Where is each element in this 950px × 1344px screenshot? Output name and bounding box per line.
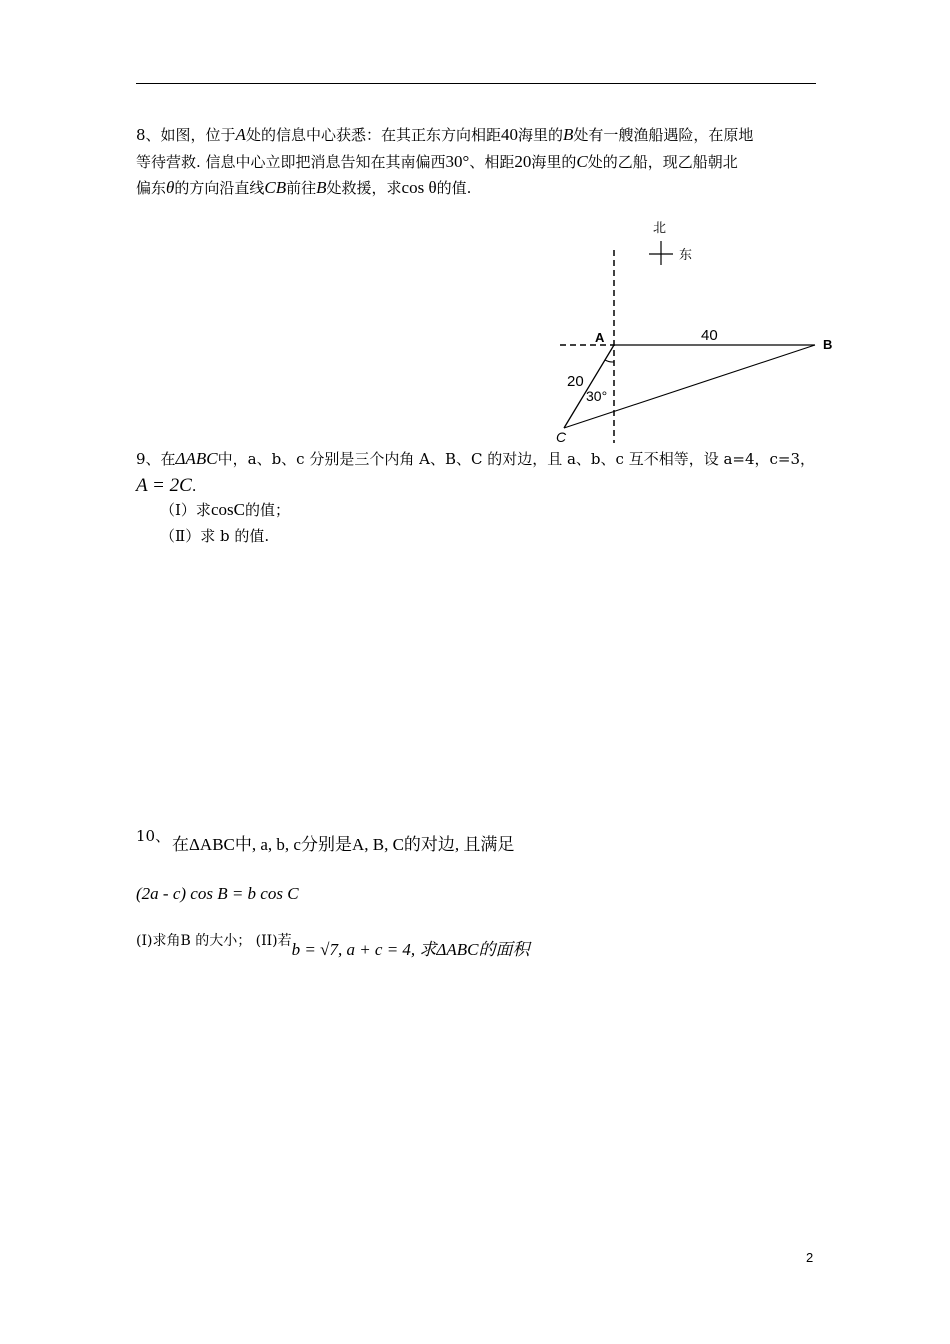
- label-b: B: [823, 337, 833, 352]
- q10-number: 10、: [136, 827, 171, 845]
- east-label: 东: [679, 247, 693, 262]
- label-20: 20: [567, 373, 584, 390]
- q9-line-1: 9、在ΔABC中，a、b、c 分别是三个内角 A、B、C 的对边，且 a、b、c 互不相等，设 a=4，c=3，: [136, 449, 816, 468]
- point-a: A: [235, 125, 246, 144]
- label-40: 40: [701, 327, 718, 344]
- label-c: C: [556, 429, 567, 445]
- page-number: 2: [806, 1250, 814, 1265]
- label-30-degrees: 30°: [586, 388, 608, 404]
- q10-line-2: (2a - c) cos B = b cos C: [136, 884, 299, 903]
- segment-cb: [564, 345, 815, 428]
- q8-line-3: 偏东θ的方向沿直线CB前往B处救援，求cos θ的值.: [136, 178, 472, 197]
- q9-part-1: （Ⅰ）求cosC的值；: [160, 500, 290, 519]
- header-rule: [136, 83, 816, 84]
- q8-line-2: 等待营救. 信息中心立即把消息告知在其南偏西30°、相距20海里的C处的乙船，现乙船朝北: [136, 152, 738, 171]
- navigation-diagram: [545, 215, 845, 450]
- q10-line-1: 在ΔABC中, a, b, c分别是A, B, C的对边, 且满足: [172, 835, 515, 854]
- angle-arc: [605, 360, 614, 362]
- q9-part-2: （Ⅱ）求 b 的值.: [160, 527, 270, 545]
- q8-line-1: 8、如图，位于A处的信息中心获悉：在其正东方向相距40海里的B处有一艘渔船遇险，在原地: [136, 125, 754, 144]
- q9-line-2: A = 2C.: [136, 475, 197, 496]
- north-label: 北: [653, 220, 667, 235]
- label-a: A: [595, 330, 605, 345]
- q10-line-3: (I)求角B 的大小； (II)若b = √7, a + c = 4, 求ΔABC的面积: [136, 933, 530, 959]
